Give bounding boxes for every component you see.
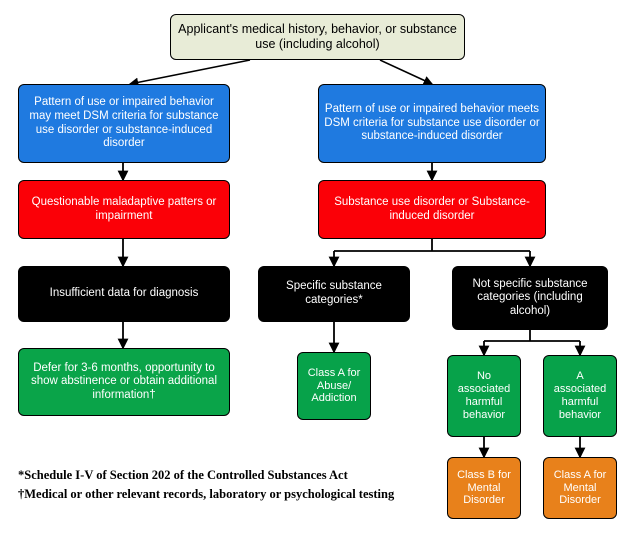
node-class-a-abuse-addiction-label: Class A for Abuse/ Addiction <box>307 366 361 405</box>
node-associated-harmful-behavior <box>543 355 617 437</box>
node-associated-harmful-behavior-label: A associated harmful behavior <box>553 370 607 421</box>
node-questionable-maladaptive <box>18 180 230 239</box>
node-defer-3-6-months <box>18 348 230 416</box>
node-class-b-mental-disorder-label: Class B for Mental Disorder <box>457 468 511 507</box>
node-no-associated-harmful-behavior-label: No associated harmful behavior <box>457 370 511 421</box>
footnote-schedule: *Schedule I-V of Section 202 of the Controlled Substances Act <box>18 468 348 482</box>
node-class-a-mental-disorder-label: Class A for Mental Disorder <box>553 468 607 507</box>
node-insufficient-data <box>18 266 230 322</box>
node-meets-dsm <box>318 84 546 163</box>
node-applicant-history <box>170 14 465 60</box>
node-not-specific-substance-categories <box>452 266 608 330</box>
node-class-b-mental-disorder <box>447 457 521 519</box>
footnotes <box>18 466 448 505</box>
node-specific-substance-categories <box>258 266 410 322</box>
node-no-associated-harmful-behavior <box>447 355 521 437</box>
footnote-records: †Medical or other relevant records, laboratory or psychological testing <box>18 487 395 502</box>
node-may-meet-dsm <box>18 84 230 163</box>
node-specific-substance-categories-label: Specific substance categories* <box>286 280 382 306</box>
node-substance-use-disorder <box>318 180 546 239</box>
node-questionable-maladaptive-label: Questionable maladaptive patters or impairment <box>31 195 217 222</box>
node-substance-use-disorder-label: Substance use disorder or Substance-induced disorder <box>334 195 530 222</box>
node-meets-dsm-label: Pattern of use or impaired behavior meets DSM criteria for substance use disorder or substance-induced disorder <box>324 103 540 143</box>
node-applicant-history-label: Applicant's medical history, behavior, or substance use (including alcohol) <box>178 22 457 51</box>
node-class-a-mental-disorder <box>543 457 617 519</box>
node-may-meet-dsm-label: Pattern of use or impaired behavior may meet DSM criteria for substance use disorder or substance-induced disorder <box>29 96 219 150</box>
node-insufficient-data-label: Insufficient data for diagnosis <box>49 287 199 300</box>
node-not-specific-substance-categories-label: Not specific substance categories (including alcohol) <box>472 277 588 317</box>
node-defer-3-6-months-label: Defer for 3-6 months, opportunity to show abstinence or obtain additional information† <box>30 361 218 401</box>
node-class-a-abuse-addiction <box>297 352 371 420</box>
